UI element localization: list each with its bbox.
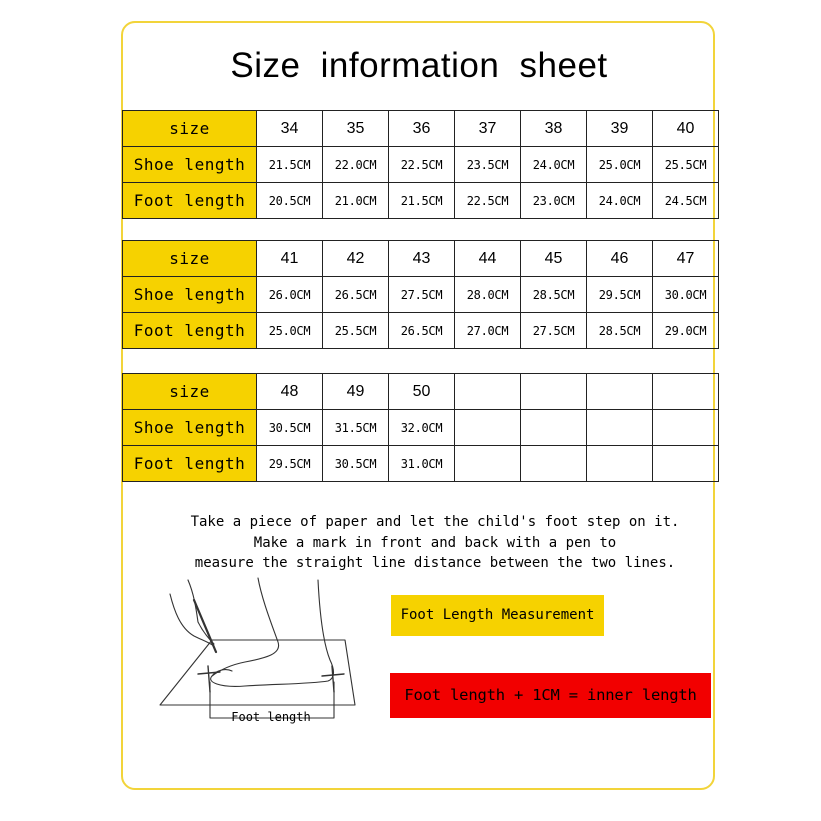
foot-length-cell (653, 446, 719, 482)
shoe-length-cell (521, 410, 587, 446)
foot-length-cell: 27.0CM (455, 313, 521, 349)
foot-length-cell: 22.5CM (455, 183, 521, 219)
formula-badge: Foot length + 1CM = inner length (390, 673, 711, 718)
size-cell: 38 (521, 111, 587, 147)
size-cell: 46 (587, 241, 653, 277)
size-cell (653, 374, 719, 410)
foot-length-cell (521, 446, 587, 482)
size-cell (521, 374, 587, 410)
foot-length-cell: 21.5CM (389, 183, 455, 219)
instruction-line: measure the straight line distance between the two lines. (194, 555, 676, 571)
foot-length-cell: 29.0CM (653, 313, 719, 349)
size-cell: 44 (455, 241, 521, 277)
shoe-length-cell: 30.0CM (653, 277, 719, 313)
shoe-length-cell: 25.0CM (587, 147, 653, 183)
foot-length-label: Foot length (231, 710, 311, 724)
paper-sheet-shape (160, 640, 355, 705)
shoe-length-cell: 26.5CM (323, 277, 389, 313)
size-cell: 35 (323, 111, 389, 147)
shoe-length-cell: 22.5CM (389, 147, 455, 183)
foot-measurement-illustration (150, 570, 380, 730)
size-cell: 45 (521, 241, 587, 277)
foot-length-cell: 25.5CM (323, 313, 389, 349)
size-row (123, 374, 719, 410)
shoe-length-cell: 26.0CM (257, 277, 323, 313)
shoe-length-header: Shoe length (123, 277, 257, 313)
size-table-1 (122, 110, 719, 219)
size-header: size (123, 111, 257, 147)
back-mark-shape (322, 666, 344, 692)
size-cell: 48 (257, 374, 323, 410)
size-header: size (123, 241, 257, 277)
shoe-length-cell: 24.0CM (521, 147, 587, 183)
shoe-length-cell (455, 410, 521, 446)
hand-shape (170, 580, 214, 646)
pen-shape (194, 600, 216, 652)
shoe-length-row (123, 147, 719, 183)
foot-length-cell (587, 446, 653, 482)
shoe-length-cell: 21.5CM (257, 147, 323, 183)
size-row (123, 111, 719, 147)
size-cell: 40 (653, 111, 719, 147)
shoe-length-header: Shoe length (123, 410, 257, 446)
size-cell: 36 (389, 111, 455, 147)
shoe-length-cell: 28.5CM (521, 277, 587, 313)
size-cell: 50 (389, 374, 455, 410)
foot-length-cell: 24.0CM (587, 183, 653, 219)
shoe-length-cell: 32.0CM (389, 410, 455, 446)
size-row (123, 241, 719, 277)
shoe-length-cell: 27.5CM (389, 277, 455, 313)
shoe-length-cell (587, 410, 653, 446)
foot-length-header: Foot length (123, 313, 257, 349)
shoe-length-cell: 23.5CM (455, 147, 521, 183)
page-title: Size information sheet (230, 46, 608, 85)
foot-length-cell (455, 446, 521, 482)
shoe-length-cell: 28.0CM (455, 277, 521, 313)
size-header: size (123, 374, 257, 410)
foot-length-cell: 26.5CM (389, 313, 455, 349)
size-table-3 (122, 373, 719, 482)
shoe-length-cell: 22.0CM (323, 147, 389, 183)
foot-length-cell: 24.5CM (653, 183, 719, 219)
instruction-line: Take a piece of paper and let the child's foot step on it. (190, 514, 680, 530)
foot-length-cell: 23.0CM (521, 183, 587, 219)
size-cell: 34 (257, 111, 323, 147)
shoe-length-cell (653, 410, 719, 446)
measurement-badge: Foot Length Measurement (391, 595, 604, 636)
shoe-length-header: Shoe length (123, 147, 257, 183)
size-cell (587, 374, 653, 410)
foot-length-cell: 20.5CM (257, 183, 323, 219)
size-table-2 (122, 240, 719, 349)
foot-length-cell: 25.0CM (257, 313, 323, 349)
foot-length-row (123, 183, 719, 219)
foot-length-header: Foot length (123, 446, 257, 482)
foot-length-cell: 31.0CM (389, 446, 455, 482)
size-cell: 47 (653, 241, 719, 277)
shoe-length-cell: 25.5CM (653, 147, 719, 183)
size-cell: 37 (455, 111, 521, 147)
size-cell: 49 (323, 374, 389, 410)
foot-length-cell: 21.0CM (323, 183, 389, 219)
foot-length-row (123, 446, 719, 482)
size-cell: 42 (323, 241, 389, 277)
size-cell: 41 (257, 241, 323, 277)
instruction-line: Make a mark in front and back with a pen to (253, 534, 617, 551)
foot-length-row (123, 313, 719, 349)
size-cell (455, 374, 521, 410)
measurement-instructions (160, 512, 710, 574)
shoe-length-row (123, 277, 719, 313)
front-mark-shape (198, 666, 220, 692)
size-cell: 39 (587, 111, 653, 147)
shoe-length-row (123, 410, 719, 446)
foot-length-cell: 29.5CM (257, 446, 323, 482)
shoe-length-cell: 30.5CM (257, 410, 323, 446)
foot-length-cell: 30.5CM (323, 446, 389, 482)
size-cell: 43 (389, 241, 455, 277)
foot-length-header: Foot length (123, 183, 257, 219)
foot-length-cell: 28.5CM (587, 313, 653, 349)
shoe-length-cell: 31.5CM (323, 410, 389, 446)
shoe-length-cell: 29.5CM (587, 277, 653, 313)
foot-length-cell: 27.5CM (521, 313, 587, 349)
